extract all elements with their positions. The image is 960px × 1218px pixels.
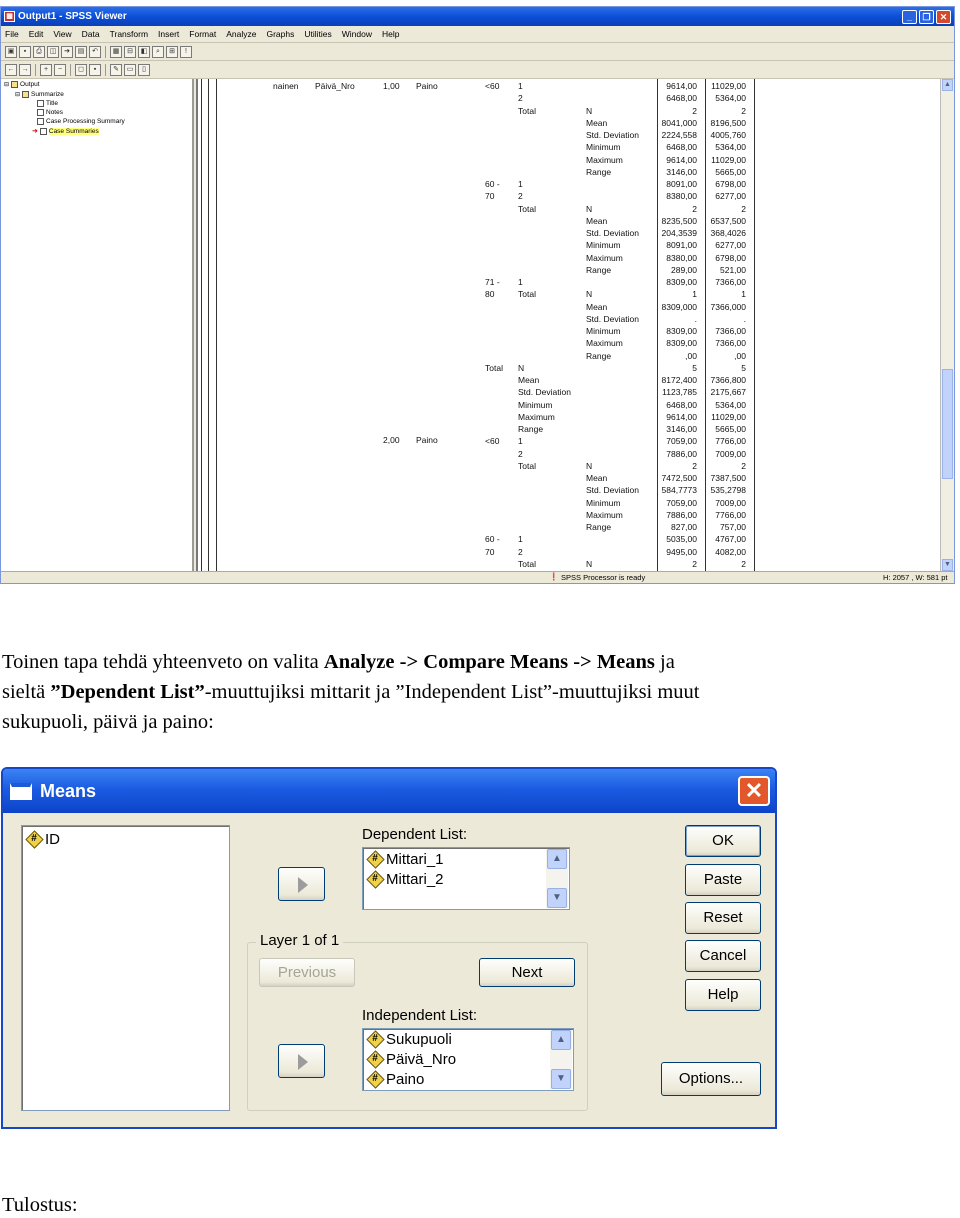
- table-value-cell: 6798,00: [715, 179, 746, 189]
- table-value-cell: 584,7773: [661, 485, 697, 496]
- table-cell: Range: [518, 424, 544, 434]
- table-value-cell: 7886,00: [666, 448, 697, 459]
- table-value-cell: 2: [692, 105, 697, 116]
- numeric-variable-icon: [367, 1051, 383, 1067]
- toolbar-main: [1, 43, 954, 61]
- menu-transform[interactable]: Transform: [109, 29, 149, 39]
- table-icon: [37, 118, 44, 125]
- table-value-cell: 6277,00: [715, 191, 746, 202]
- menu-analyze[interactable]: Analyze: [226, 29, 257, 39]
- tree-item-title[interactable]: Title: [37, 100, 58, 107]
- table-group2-value: 2,00: [383, 435, 400, 445]
- table-cell: Total: [518, 558, 536, 569]
- table-value-cell: 827,00: [671, 522, 697, 532]
- table-value-cell: 7059,00: [666, 436, 697, 447]
- viewer-menubar: [1, 26, 954, 43]
- table-value-cell: 8091,00: [666, 240, 697, 251]
- table-cell: 71 -: [485, 277, 500, 287]
- menu-format[interactable]: Format: [189, 29, 217, 39]
- insert-text-icon[interactable]: ▯: [138, 64, 150, 76]
- table-cell: Std. Deviation: [586, 313, 639, 324]
- numeric-variable-icon: [367, 851, 383, 867]
- insert-title-icon[interactable]: ▭: [124, 64, 136, 76]
- table-value-cell: 5364,00: [715, 399, 746, 410]
- table-header-day-value: 1,00: [383, 81, 400, 91]
- table-cell: Mean: [586, 473, 608, 483]
- window-icon: [10, 783, 32, 800]
- demote-icon[interactable]: →: [19, 64, 31, 76]
- numeric-variable-icon: [367, 871, 383, 887]
- table-cell: Total: [518, 105, 536, 116]
- find-icon[interactable]: ⌕: [152, 46, 164, 58]
- print-preview-icon[interactable]: ◫: [47, 46, 59, 58]
- table-cell: <60: [485, 81, 500, 91]
- table-cell: 2: [518, 546, 523, 557]
- table-value-cell: 7366,00: [715, 277, 746, 287]
- table-cell: Range: [586, 522, 612, 532]
- table-value-cell: 521,00: [720, 264, 746, 275]
- table-cell: Std. Deviation: [586, 485, 639, 496]
- menu-path: Analyze -> Compare Means -> Means: [323, 651, 655, 673]
- list-item[interactable]: # ID: [26, 829, 60, 849]
- viewer-title: Output1 - SPSS Viewer: [18, 11, 127, 22]
- independent-list-scrollbar[interactable]: [550, 1030, 572, 1089]
- table-cell: N: [586, 203, 593, 214]
- table-cell: 60 -: [485, 534, 500, 545]
- table-cell: Maximum: [586, 252, 623, 263]
- table-value-cell: 2: [741, 460, 746, 471]
- table-value-cell: 1: [692, 289, 697, 300]
- table-cell: Minimum: [586, 240, 621, 251]
- table-cell: 1: [518, 534, 523, 545]
- layer-label: Layer 1 of 1: [256, 932, 343, 949]
- menu-data[interactable]: Data: [81, 29, 100, 39]
- table-cell: <60: [485, 436, 500, 447]
- output-scrollbar[interactable]: [940, 79, 954, 571]
- help-button[interactable]: Help: [685, 979, 761, 1011]
- means-dialog-titlebar: [3, 769, 775, 813]
- cancel-button[interactable]: Cancel: [685, 940, 761, 972]
- table-value-cell: 4005,760: [710, 130, 746, 140]
- move-to-independent-button[interactable]: [278, 1044, 325, 1078]
- table-value-cell: 2: [741, 558, 746, 569]
- scroll-up-icon[interactable]: ▲: [547, 849, 567, 869]
- table-cell: 1: [518, 81, 523, 91]
- table-value-cell: 7059,00: [666, 497, 697, 508]
- table-value-cell: 2: [692, 558, 697, 569]
- table-value-cell: ,00: [685, 350, 697, 361]
- means-dialog: [1, 767, 777, 1129]
- table-value-cell: 757,00: [720, 522, 746, 532]
- table-cell: 2: [518, 93, 523, 104]
- table-value-cell: 8041,000: [661, 117, 697, 128]
- instruction-line-1: Toinen tapa tehdä yhteenveto on valita Analyze -> Compare Means -> Means ja: [2, 651, 675, 673]
- table-icon: [40, 128, 47, 135]
- table-value-cell: 7886,00: [666, 509, 697, 520]
- table-value-cell: 7472,500: [661, 473, 697, 483]
- table-value-cell: 11029,00: [711, 81, 746, 91]
- expand-icon[interactable]: +: [40, 64, 52, 76]
- table-cell: Std. Deviation: [586, 130, 639, 140]
- folder-icon: [22, 91, 29, 98]
- table-cell: 70: [485, 546, 495, 557]
- table-value-cell: 6798,00: [715, 252, 746, 263]
- independent-list[interactable]: [362, 1028, 574, 1091]
- table-value-cell: 8235,500: [661, 215, 697, 226]
- table-value-cell: 1123,785: [662, 387, 697, 398]
- menu-window[interactable]: Window: [341, 29, 372, 39]
- save-icon[interactable]: ▪: [19, 46, 31, 58]
- table-cell: Total: [518, 460, 536, 471]
- dependent-list-label: Dependent List:: [362, 826, 468, 843]
- table-value-cell: 2: [741, 105, 746, 116]
- table-cell: 70: [485, 191, 495, 202]
- goto-data-icon[interactable]: ▦: [110, 46, 122, 58]
- means-dialog-title: Means: [40, 780, 97, 801]
- table-value-cell: 7387,500: [710, 473, 746, 483]
- table-cell: 1: [518, 179, 523, 189]
- hide-icon[interactable]: ▪: [89, 64, 101, 76]
- table-value-cell: 6468,00: [666, 142, 697, 153]
- table-value-cell: 2: [692, 460, 697, 471]
- table-value-cell: 3146,00: [666, 166, 697, 177]
- export-icon[interactable]: ➔: [61, 46, 73, 58]
- ok-button[interactable]: OK: [685, 825, 761, 857]
- reset-button[interactable]: Reset: [685, 902, 761, 934]
- menu-file[interactable]: File: [5, 29, 19, 39]
- table-value-cell: 8309,000: [661, 301, 697, 312]
- menu-edit[interactable]: Edit: [28, 29, 44, 39]
- table-cell: Maximum: [518, 411, 555, 422]
- table-value-cell: 8309,00: [666, 338, 697, 349]
- tree-item-notes[interactable]: Notes: [37, 109, 63, 116]
- page-dimensions: H: 2057 , W: 581 pt: [883, 573, 948, 582]
- table-value-cell: 9614,00: [666, 154, 697, 165]
- outline-tree: [1, 79, 194, 571]
- table-cell: N: [586, 460, 593, 471]
- table-value-cell: 8309,00: [666, 277, 697, 287]
- numeric-variable-icon: [367, 1071, 383, 1087]
- table-value-cell: 5665,00: [715, 424, 746, 434]
- scroll-up-icon[interactable]: ▲: [551, 1030, 571, 1050]
- folder-icon: [11, 81, 18, 88]
- table-cell: N: [586, 289, 593, 300]
- table-cell: N: [518, 362, 525, 373]
- table-value-cell: 7366,000: [710, 301, 746, 312]
- previous-layer-button[interactable]: Previous: [259, 958, 355, 987]
- table-cell: 60 -: [485, 179, 500, 189]
- table-cell: Maximum: [586, 338, 623, 349]
- table-value-cell: 7009,00: [715, 497, 746, 508]
- table-header-gender: nainen: [273, 81, 299, 91]
- table-value-cell: 289,00: [671, 264, 697, 275]
- table-cell: Total: [518, 289, 536, 300]
- table-value-cell: 3146,00: [666, 424, 697, 434]
- instruction-line-3: sukupuoli, päivä ja paino:: [2, 711, 214, 733]
- close-icon[interactable]: ✕: [936, 10, 951, 24]
- menu-insert[interactable]: Insert: [158, 29, 180, 39]
- dependent-list-term: ”Dependent List”: [50, 681, 205, 703]
- instruction-paragraph: [2, 647, 952, 737]
- table-cell: N: [586, 558, 593, 569]
- spss-viewer-window: [0, 6, 955, 584]
- table-cell: Minimum: [586, 142, 621, 153]
- maximize-icon[interactable]: ❐: [919, 10, 934, 24]
- document-icon: [37, 100, 44, 107]
- table-value-cell: 2224,558: [661, 130, 697, 140]
- scroll-thumb[interactable]: [942, 369, 953, 479]
- numeric-variable-icon: [367, 1031, 383, 1047]
- table-value-cell: 7766,00: [715, 436, 746, 447]
- table-value-cell: .: [743, 313, 746, 324]
- designate-window-icon[interactable]: !: [180, 46, 192, 58]
- options-button[interactable]: Options...: [661, 1062, 761, 1096]
- table-cell: Range: [586, 264, 612, 275]
- table-value-cell: 4082,00: [715, 546, 746, 557]
- list-item[interactable]: # Paino: [367, 1069, 424, 1089]
- tree-item-output[interactable]: ⊟ Output: [4, 81, 40, 88]
- table-value-cell: 11029,00: [711, 154, 746, 165]
- open-icon[interactable]: ▣: [5, 46, 17, 58]
- table-value-cell: 8172,400: [661, 375, 697, 385]
- table-value-cell: 8091,00: [666, 179, 697, 189]
- table-cell: 80: [485, 289, 495, 300]
- table-cell: Minimum: [586, 497, 621, 508]
- show-icon[interactable]: ◻: [75, 64, 87, 76]
- output-pane: [197, 79, 940, 571]
- collapse-icon[interactable]: −: [54, 64, 66, 76]
- table-value-cell: 5364,00: [715, 142, 746, 153]
- table-value-cell: .: [694, 313, 697, 324]
- table-header-day: Päivä_Nro: [315, 81, 355, 91]
- table-value-cell: 8380,00: [666, 191, 697, 202]
- table-cell: Mean: [586, 117, 608, 128]
- table-value-cell: 7766,00: [715, 509, 746, 520]
- goto-case-icon[interactable]: ⊟: [124, 46, 136, 58]
- table-value-cell: 7366,00: [715, 338, 746, 349]
- tree-item-summarize[interactable]: ⊟ Summarize: [15, 91, 64, 98]
- menu-help[interactable]: Help: [381, 29, 400, 39]
- table-value-cell: 2: [741, 203, 746, 214]
- table-value-cell: 8309,00: [666, 326, 697, 336]
- list-item[interactable]: # Mittari_1: [367, 849, 444, 869]
- table-value-cell: 7366,800: [710, 375, 746, 385]
- table-value-cell: 2: [692, 203, 697, 214]
- list-item[interactable]: # Päivä_Nro: [367, 1049, 456, 1069]
- table-value-cell: 368,4026: [710, 228, 746, 238]
- list-item[interactable]: # Sukupuoli: [367, 1029, 452, 1049]
- table-value-cell: 2175,667: [710, 387, 746, 398]
- dependent-list-scrollbar[interactable]: [546, 849, 568, 908]
- menu-utilities[interactable]: Utilities: [304, 29, 332, 39]
- document-icon: [37, 109, 44, 116]
- table-value-cell: 5364,00: [715, 93, 746, 104]
- source-variable-list[interactable]: [21, 825, 230, 1111]
- table-value-cell: 9614,00: [666, 81, 697, 91]
- table-cell: 1: [518, 436, 523, 447]
- dependent-list[interactable]: [362, 847, 570, 910]
- table-cell: 2: [518, 448, 523, 459]
- status-bar: [1, 571, 954, 583]
- table-value-cell: 8196,500: [710, 117, 746, 128]
- table-value-cell: ,00: [734, 350, 746, 361]
- table-cell: Range: [586, 350, 612, 361]
- scroll-down-icon[interactable]: ▼: [547, 888, 567, 908]
- table-value-cell: 9614,00: [666, 411, 697, 422]
- table-header-weight: Paino: [416, 81, 438, 91]
- table-value-cell: 5035,00: [666, 534, 697, 545]
- table-value-cell: 6537,500: [710, 215, 746, 226]
- current-item-arrow-icon: ➜: [32, 128, 38, 135]
- output-heading: Tulostus:: [2, 1194, 78, 1216]
- table-value-cell: 6277,00: [715, 240, 746, 251]
- table-value-cell: 204,3539: [661, 228, 697, 238]
- table-cell: 2: [518, 191, 523, 202]
- table-cell: Range: [586, 166, 612, 177]
- table-cell: N: [586, 105, 593, 116]
- spss-app-icon: ▦: [4, 11, 15, 22]
- minimize-icon[interactable]: _: [902, 10, 917, 24]
- table-value-cell: 11029,00: [711, 411, 746, 422]
- table-value-cell: 5665,00: [715, 166, 746, 177]
- close-icon[interactable]: ✕: [738, 776, 770, 806]
- next-layer-button[interactable]: Next: [479, 958, 575, 987]
- table-value-cell: 7366,00: [715, 326, 746, 336]
- toolbar-outline: [1, 61, 954, 79]
- table-cell: Total: [518, 203, 536, 214]
- paste-button[interactable]: Paste: [685, 864, 761, 896]
- table-cell: Minimum: [518, 399, 553, 410]
- table-group2-weight: Paino: [416, 435, 438, 445]
- menu-graphs[interactable]: Graphs: [266, 29, 295, 39]
- numeric-variable-icon: [26, 831, 42, 847]
- move-to-dependent-button[interactable]: [278, 867, 325, 901]
- independent-list-label: Independent List:: [362, 1007, 478, 1024]
- table-value-cell: 1: [741, 289, 746, 300]
- table-value-cell: 5: [741, 362, 746, 373]
- promote-icon[interactable]: ←: [5, 64, 17, 76]
- table-cell: Std. Deviation: [586, 228, 639, 238]
- table-cell: Minimum: [586, 326, 621, 336]
- table-value-cell: 9495,00: [666, 546, 697, 557]
- table-cell: Total: [485, 362, 503, 373]
- table-cell: 1: [518, 277, 523, 287]
- table-value-cell: 6468,00: [666, 93, 697, 104]
- table-cell: Mean: [586, 301, 608, 312]
- table-value-cell: 6468,00: [666, 399, 697, 410]
- table-cell: Std. Deviation: [518, 387, 571, 398]
- list-item[interactable]: # Mittari_2: [367, 869, 444, 889]
- processor-status-icon: ❗: [549, 572, 559, 581]
- table-cell: Maximum: [586, 509, 623, 520]
- instruction-line-2: sieltä ”Dependent List”-muuttujiksi mittarit ja ”Independent List”-muuttujiksi muut: [2, 681, 700, 703]
- table-cell: Mean: [518, 375, 540, 385]
- viewer-titlebar: [1, 7, 954, 26]
- table-value-cell: 535,2798: [710, 485, 746, 496]
- table-cell: Maximum: [586, 154, 623, 165]
- print-icon[interactable]: ⎙: [33, 46, 45, 58]
- menu-view[interactable]: View: [53, 29, 72, 39]
- insert-heading-icon[interactable]: ✎: [110, 64, 122, 76]
- scroll-up-icon[interactable]: ▲: [942, 79, 953, 91]
- scroll-down-icon[interactable]: ▼: [942, 559, 953, 571]
- table-value-cell: 7009,00: [715, 448, 746, 459]
- processor-status: SPSS Processor is ready: [561, 573, 646, 582]
- table-cell: Mean: [586, 215, 608, 226]
- tree-item-case-processing-summary[interactable]: Case Processing Summary: [37, 118, 125, 125]
- tree-item-case-summaries[interactable]: ➜ Case Summaries: [32, 127, 99, 135]
- recall-dialog-icon[interactable]: ▤: [75, 46, 87, 58]
- variables-icon[interactable]: ◧: [138, 46, 150, 58]
- insert-case-icon[interactable]: ⊞: [166, 46, 178, 58]
- table-value-cell: 5: [692, 362, 697, 373]
- undo-icon[interactable]: ↶: [89, 46, 101, 58]
- scroll-down-icon[interactable]: ▼: [551, 1069, 571, 1089]
- table-value-cell: 4767,00: [715, 534, 746, 545]
- table-value-cell: 8380,00: [666, 252, 697, 263]
